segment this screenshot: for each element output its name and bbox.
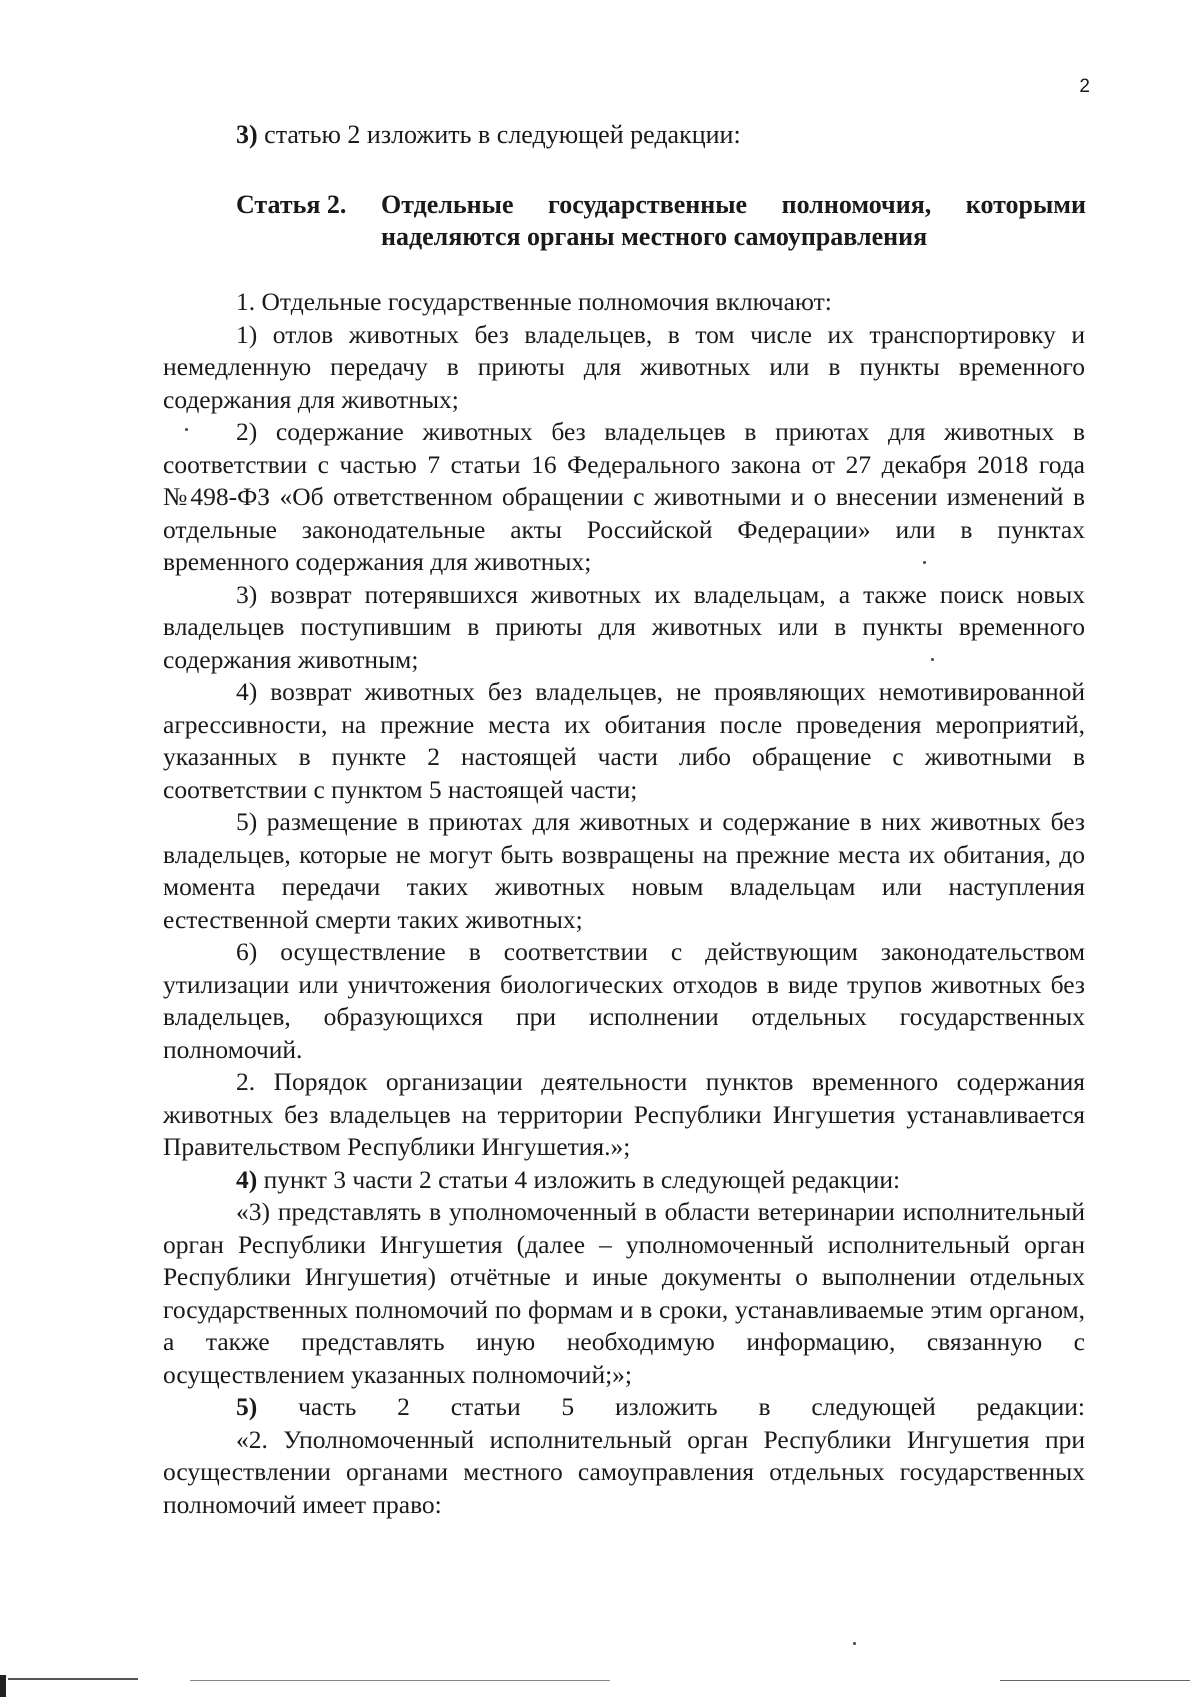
article-heading: Отдельные государственные полномочия, которыми наделяются органы местного самоуправления <box>381 190 1086 251</box>
scan-edge-line <box>8 1678 138 1680</box>
paragraph-item-5: 5) размещение в приютах для животных и содержание в них животных без владельцев, которые не могут быть возвращены на прежние места их обитания, до момента передачи таких животных новым владельцам или наступления естественной смерти таких животных; <box>163 807 1085 934</box>
scan-speck <box>853 1642 856 1645</box>
scan-edge-line <box>1000 1680 1190 1681</box>
page-number: 2 <box>1079 76 1090 97</box>
paragraph-item-6: 6) осуществление в соответствии с действующим законодательством утилизации или уничтожения биологических отходов в виде трупов животных без владельцев, образующихся при исполнении отдельных государственных полномочий. <box>163 937 1085 1064</box>
article-title <box>236 189 1086 253</box>
scan-speck <box>931 658 934 661</box>
amendment-4-text: пункт 3 части 2 статьи 4 изложить в следующей редакции: <box>257 1164 901 1194</box>
article-label: Статья 2. <box>236 190 347 219</box>
amendment-5 <box>163 1391 1085 1424</box>
scan-corner-mark <box>0 1675 6 1697</box>
paragraph-item-2: 2) содержание животных без владельцев в приютах для животных в соответствии с частью 7 статьи 16 Федерального закона от 27 декабря 2018 года №498-ФЗ «Об ответственном обращении с животными и о внесении изменений в отдельные законодательные акты Российской Федерации» или в пунктах временного содержания для животных; <box>163 417 1085 576</box>
amendment-5-number: 5) <box>236 1392 258 1421</box>
paragraph-part-1: 1. Отдельные государственные полномочия включают: <box>236 287 832 316</box>
scan-speck <box>185 428 188 431</box>
document-body <box>163 286 1085 1521</box>
amendment-4-number: 4) <box>236 1164 258 1194</box>
amendment-text: статью 2 изложить в следующей редакции: <box>257 120 741 149</box>
paragraph-item-3: 3) возврат потерявшихся животных их владельцам, а также поиск новых владельцев поступившим в приюты для животных или в пункты временного содержания животным; <box>163 579 1085 674</box>
amendment-intro <box>236 120 741 150</box>
amendment-5-content: «2. Уполномоченный исполнительный орган Республики Ингушетия при осуществлении органами местного самоуправления отдельных государственных полномочий имеет право: <box>163 1424 1085 1519</box>
amendment-number: 3) <box>236 120 258 149</box>
paragraph-part-2: 2. Порядок организации деятельности пунктов временного содержания животных без владельцев на территории Республики Ингушетия устанавливается Правительством Республики Ингушетия.»; <box>163 1067 1085 1161</box>
amendment-4-content: «3) представлять в уполномоченный в области ветеринарии исполнительный орган Республики Ингушетия (далее – уполномоченный исполнительный орган Республики Ингушетия) отчётные и иные документы о выполнении отдельных государственных полномочий по формам и в сроки, устанавливаемые этим органом, а также представлять иную необходимую информацию, связанную с осуществлением указанных полномочий;»; <box>163 1197 1085 1389</box>
paragraph-item-4: 4) возврат животных без владельцев, не проявляющих немотивированной агрессивности, на прежние места их обитания после проведения мероприятий, указанных в пункте 2 настоящей части либо обращение с животными в соответствии с пунктом 5 настоящей части; <box>163 677 1085 804</box>
scan-speck <box>923 561 926 564</box>
scan-edge-line <box>190 1680 610 1681</box>
paragraph-item-1: 1) отлов животных без владельцев, в том числе их транспортировку и немедленную передачу в приюты для животных или в пункты временного содержания для животных; <box>163 319 1085 414</box>
amendment-4 <box>163 1164 1085 1197</box>
amendment-5-text: часть 2 статьи 5 изложить в следующей редакции: <box>257 1392 1085 1421</box>
